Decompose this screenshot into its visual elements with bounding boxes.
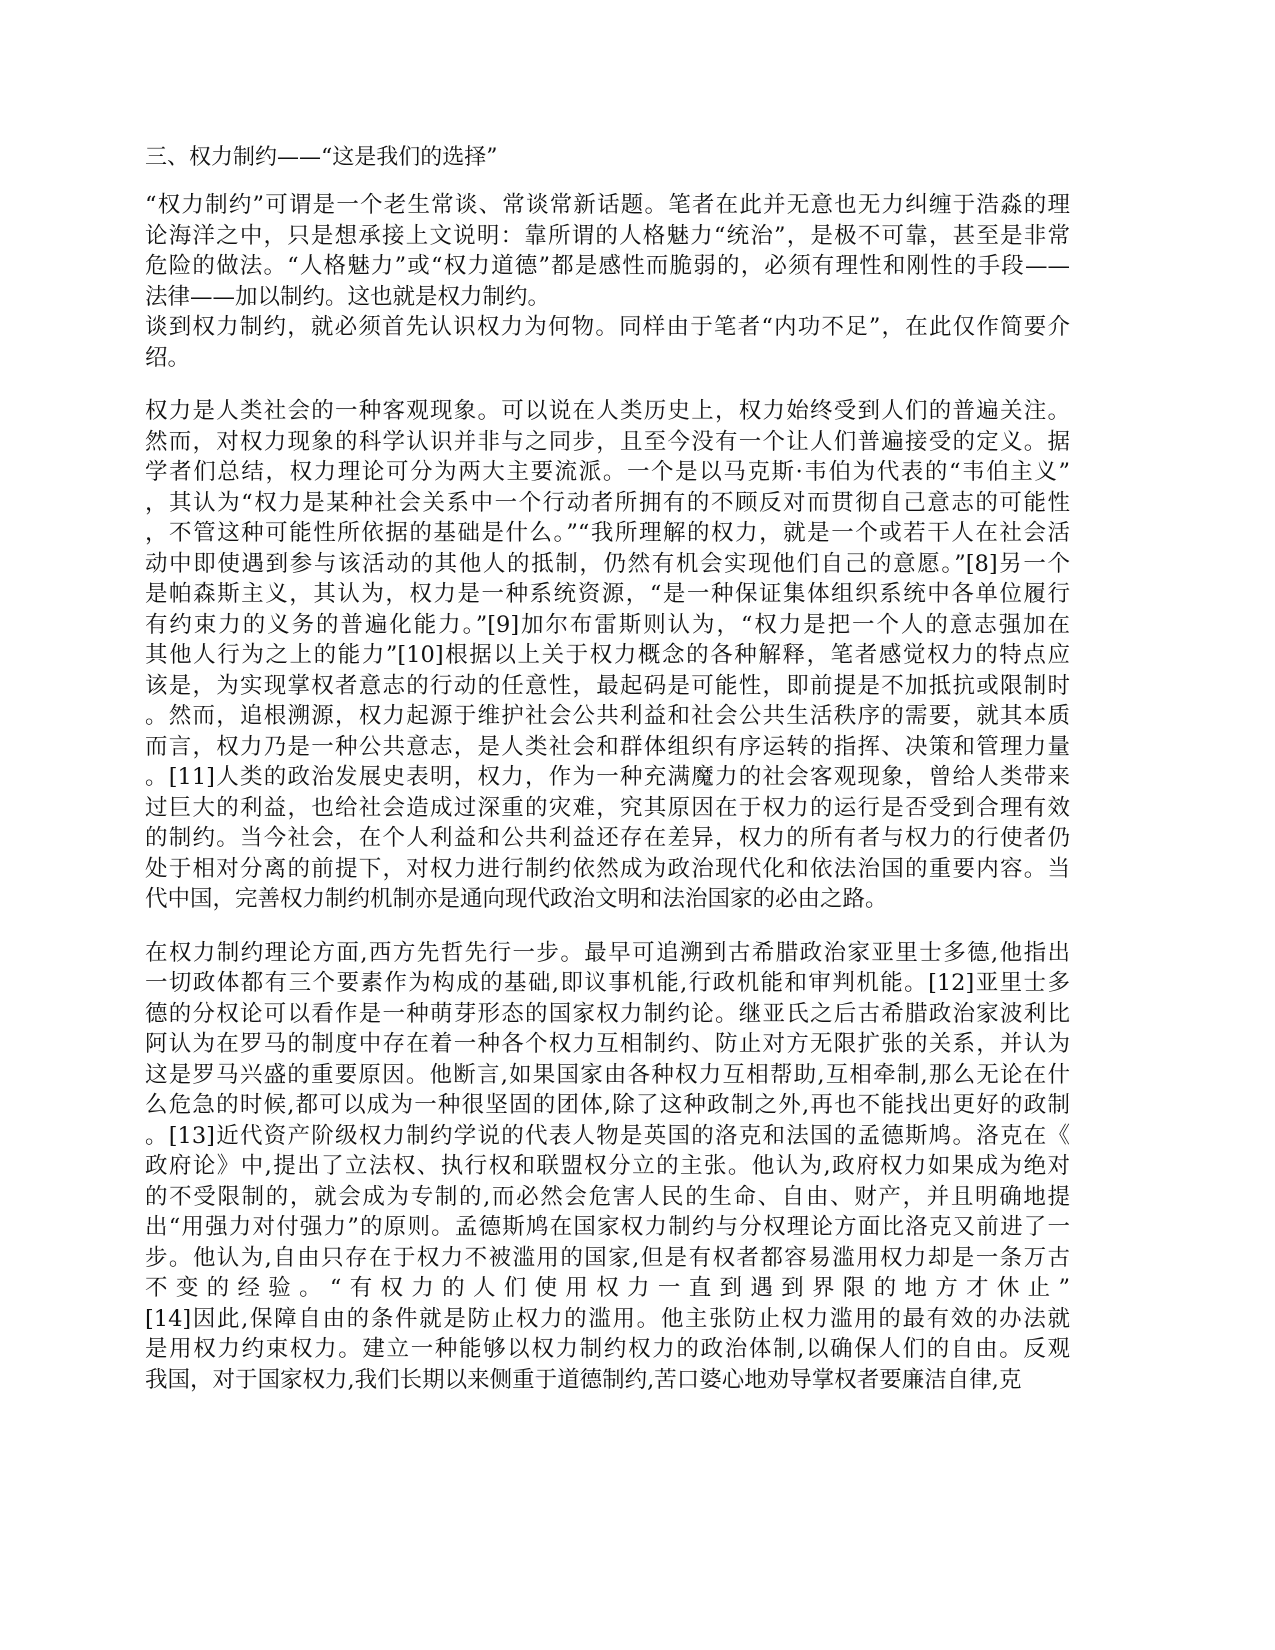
text-line: 论海洋之中，只是想承接上文说明：靠所谓的人格魅力“统治”，是极不可靠，甚至是非常 <box>145 222 1070 249</box>
text-line: 一切政体都有三个要素作为构成的基础,即议事机能,行政机能和审判机能。[12]亚里士多 <box>145 970 1070 996</box>
text-line: 。[11]人类的政治发展史表明，权力，作为一种充满魔力的社会客观现象，曾给人类带来 <box>145 764 1070 790</box>
text-line: 德的分权论可以看作是一种萌芽形态的国家权力制约论。继亚氏之后古希腊政治家波利比 <box>145 1000 1070 1027</box>
text-line: ，其认为“权力是某种社会关系中一个行动者所拥有的不顾反对而贯彻自己意志的可能性 <box>145 489 1070 516</box>
text-line: 处于相对分离的前提下，对权力进行制约依然成为政治现代化和依法治国的重要内容。当 <box>145 855 1070 882</box>
text-line: 危险的做法。“人格魅力”或“权力道德”都是感性而脆弱的，必须有理性和刚性的手段—— <box>145 253 1070 279</box>
paragraph-spacer <box>145 373 1070 396</box>
document-page <box>145 142 1070 1395</box>
text-line: 代中国，完善权力制约机制亦是通向现代政治文明和法治国家的必由之路。 <box>145 886 888 912</box>
text-line: 该是，为实现掌权者意志的行动的任意性，最起码是可能性，即前提是不加抵抗或限制时 <box>145 672 1070 699</box>
paragraph <box>145 396 1070 915</box>
text-line: 绍。 <box>145 344 191 371</box>
text-line: 权力是人类社会的一种客观现象。可以说在人类历史上，权力始终受到人们的普遍关注。 <box>145 398 1070 424</box>
paragraph <box>145 190 1070 312</box>
text-line: 过巨大的利益，也给社会造成过深重的灾难，究其原因在于权力的运行是否受到合理有效 <box>145 794 1070 821</box>
text-line: 在权力制约理论方面,西方先哲先行一步。最早可追溯到古希腊政治家亚里士多德,他指出 <box>145 939 1070 966</box>
paragraph <box>145 938 1070 1396</box>
text-line: 出“用强力对付强力”的原则。孟德斯鸠在国家权力制约与分权理论方面比洛克又前进了一 <box>145 1214 1070 1240</box>
text-line: 有约束力的义务的普遍化能力。”[9]加尔布雷斯则认为，“权力是把一个人的意志强加在 <box>145 611 1070 638</box>
text-line: 谈到权力制约，就必须首先认识权力为何物。同样由于笔者“内功不足”，在此仅作简要介 <box>145 314 1070 340</box>
paragraph-spacer <box>145 915 1070 938</box>
text-line: 动中即使遇到参与该活动的其他人的抵制，仍然有机会实现他们自己的意愿。”[8]另一个 <box>145 550 1070 577</box>
text-line: 。[13]近代资产阶级权力制约学说的代表人物是英国的洛克和法国的孟德斯鸠。洛克在《 <box>145 1122 1070 1149</box>
text-line: 然而，对权力现象的科学认识并非与之同步，且至今没有一个让人们普遍接受的定义。据 <box>145 428 1070 455</box>
text-line: 法律——加以制约。这也就是权力制约。 <box>145 283 551 310</box>
text-line: 是用权力约束权力。建立一种能够以权力制约权力的政治体制,以确保人们的自由。反观 <box>145 1336 1070 1362</box>
text-line: 的不受限制的，就会成为专制的,而必然会危害人民的生命、自由、财产，并且明确地提 <box>145 1183 1070 1210</box>
paragraph <box>145 312 1070 373</box>
text-line: 步。他认为,自由只存在于权力不被滥用的国家,但是有权者都容易滥用权力却是一条万古 <box>145 1244 1070 1271</box>
text-line: 么危急的时候,都可以成为一种很坚固的团体,除了这种政制之外,再也不能找出更好的政制 <box>145 1092 1070 1118</box>
text-line: 。然而，追根溯源，权力起源于维护社会公共利益和社会公共生活秩序的需要，就其本质 <box>145 703 1070 729</box>
text-line: 我国，对于国家权力,我们长期以来侧重于道德制约,苦口婆心地劝导掌权者要廉洁自律,克 <box>145 1366 1022 1393</box>
section-heading: 三、权力制约——“这是我们的选择” <box>145 145 498 170</box>
text-line: 其他人行为之上的能力”[10]根据以上关于权力概念的各种解释，笔者感觉权力的特点应 <box>145 642 1070 668</box>
text-line: 而言，权力乃是一种公共意志，是人类社会和群体组织有序运转的指挥、决策和管理力量 <box>145 733 1070 760</box>
text-line: [14]因此,保障自由的条件就是防止权力的滥用。他主张防止权力滥用的最有效的办法就 <box>145 1305 1070 1332</box>
text-line: 是帕森斯主义，其认为，权力是一种系统资源，“是一种保证集体组织系统中各单位履行 <box>145 581 1070 607</box>
text-line: 学者们总结，权力理论可分为两大主要流派。一个是以马克斯·韦伯为代表的“韦伯主义” <box>145 459 1070 485</box>
text-line: 的制约。当今社会，在个人利益和公共利益还存在差异，权力的所有者与权力的行使者仍 <box>145 825 1070 851</box>
text-line: 这是罗马兴盛的重要原因。他断言,如果国家由各种权力互相帮助,互相牵制,那么无论在什 <box>145 1061 1070 1088</box>
document-body <box>145 190 1070 1395</box>
text-line: 阿认为在罗马的制度中存在着一种各个权力互相制约、防止对方无限扩张的关系，并认为 <box>145 1031 1070 1057</box>
text-line: 不变的经验。“有权力的人们使用权力一直到遇到界限的地方才休止” <box>145 1275 1070 1301</box>
text-line: 政府论》中,提出了立法权、执行权和联盟权分立的主张。他认为,政府权力如果成为绝对 <box>145 1153 1070 1179</box>
text-line: “权力制约”可谓是一个老生常谈、常谈常新话题。笔者在此并无意也无力纠缠于浩淼的理 <box>145 192 1070 218</box>
text-line: ，不管这种可能性所依据的基础是什么。”“我所理解的权力，就是一个或若干人在社会活 <box>145 520 1070 546</box>
